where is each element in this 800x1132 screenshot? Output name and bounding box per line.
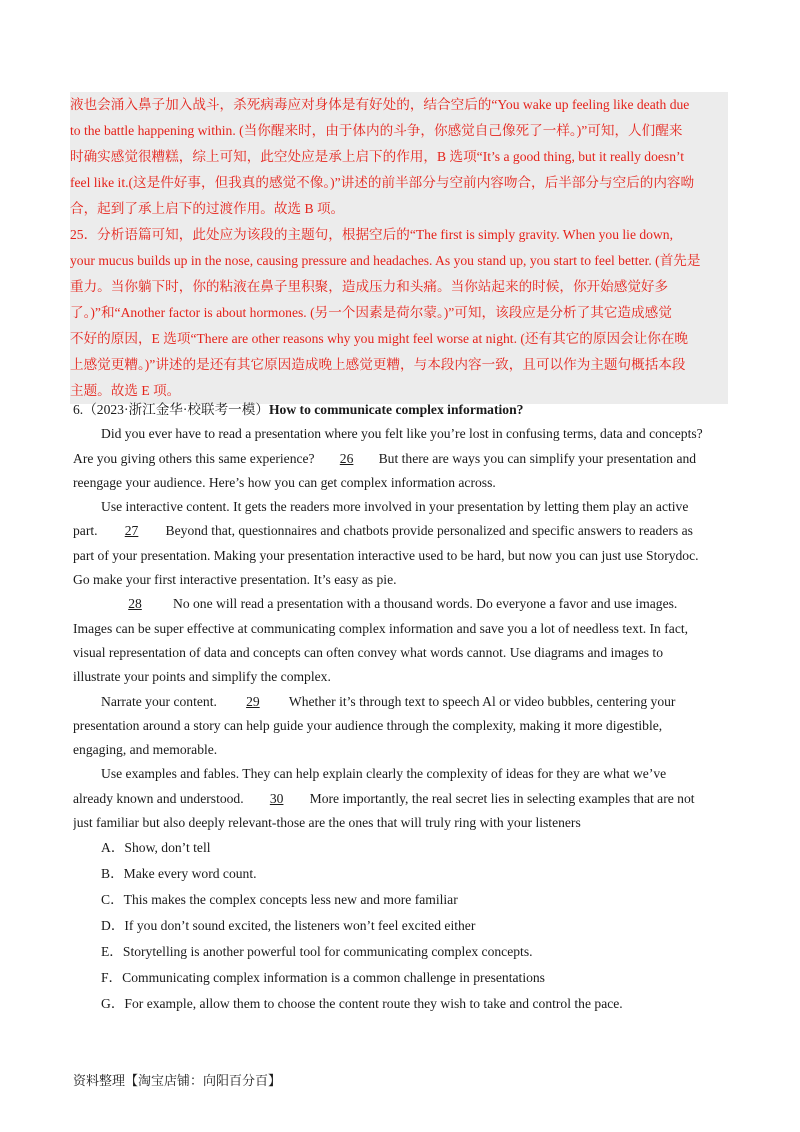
option-f: F．Communicating complex information is a common challenge in presentations bbox=[101, 970, 545, 986]
text-span: part. bbox=[73, 523, 98, 539]
option-c: C．This makes the complex concepts less new and more familiar bbox=[101, 892, 458, 908]
text-span: No one will read a presentation with a thousand words. Do everyone a favor and use images. bbox=[173, 596, 678, 612]
answer-line: 时确实感觉很糟糕，综上可知，此空处应是承上启下的作用，B 选项“It’s a good thing, but it really doesn’t bbox=[70, 149, 685, 164]
option-b: B．Make every word count. bbox=[101, 866, 257, 882]
paragraph-line bbox=[73, 519, 728, 543]
question-body bbox=[73, 398, 728, 1017]
paragraph-line: Use interactive content. It gets the readers more involved in your presentation by letting them play an active bbox=[101, 499, 689, 515]
answer-line: 主题。故选 E 项。 bbox=[70, 383, 181, 398]
paragraph-line: Go make your first interactive presentation. It’s easy as pie. bbox=[73, 572, 397, 588]
paragraph-line: Use examples and fables. They can help explain clearly the complexity of ideas for they are what we’ve bbox=[101, 766, 667, 782]
answer-line: 了。)”和“Another factor is about hormones. (另一个因素是荷尔蒙。)”可知，该段应是分析了其它造成感觉 bbox=[70, 305, 672, 320]
paragraph-line: engaging, and memorable. bbox=[73, 742, 218, 758]
answer-line: to the battle happening within. (当你醒来时，由于体内的斗争，你感觉自己像死了一样。)”可知，人们醒来 bbox=[70, 123, 683, 138]
option-d: D．If you don’t sound excited, the listeners won’t feel excited either bbox=[101, 918, 476, 934]
answer-line: 液也会涌入鼻子加入战斗，杀死病毒应对身体是有好处的，结合空后的“You wake up feeling like death due bbox=[70, 97, 690, 112]
option-a: A．Show, don’t tell bbox=[101, 840, 211, 856]
paragraph-line bbox=[73, 592, 728, 616]
text-span: But there are ways you can simplify your presentation and bbox=[378, 450, 697, 466]
blank-28: 28 bbox=[128, 596, 142, 612]
paragraph-line: illustrate your points and simplify the complex. bbox=[73, 669, 331, 685]
question-heading bbox=[73, 398, 728, 422]
footer-note: 资料整理【淘宝店铺：向阳百分百】 bbox=[73, 1074, 282, 1089]
option-e: E．Storytelling is another powerful tool for communicating complex concepts. bbox=[101, 944, 533, 960]
paragraph-line: Images can be super effective at communicating complex information and save you a lot of needless text. In fact, bbox=[73, 620, 689, 636]
text-span: More importantly, the real secret lies in selecting examples that are not bbox=[309, 790, 695, 806]
blank-30: 30 bbox=[269, 790, 284, 806]
paragraph-line: visual representation of data and concepts can often convey what words cannot. Use diagrams and images to bbox=[73, 644, 664, 660]
text-span: Narrate your content. bbox=[101, 693, 217, 709]
blank-29: 29 bbox=[246, 693, 260, 709]
blank-26: 26 bbox=[339, 450, 354, 466]
option-g: G．For example, allow them to choose the content route they wish to take and control the pace. bbox=[101, 996, 623, 1012]
paragraph-line: part of your presentation. Making your presentation interactive used to be hard, but now you can just use Storydoc. bbox=[73, 547, 699, 563]
paragraph-line: just familiar but also deeply relevant-those are the ones that will truly ring with your listeners bbox=[73, 815, 581, 831]
paragraph-line: presentation around a story can help guide your audience through the complexity, making it more digestible, bbox=[73, 717, 663, 733]
text-span: Beyond that, questionnaires and chatbots provide personalized and specific answers to readers as bbox=[165, 523, 693, 539]
paragraph-line bbox=[73, 787, 728, 811]
answer-line: 25．分析语篇可知，此处应为该段的主题句，根据空后的“The first is simply gravity. When you lie down, bbox=[70, 227, 673, 242]
paragraph-line: Did you ever have to read a presentation where you felt like you’re lost in confusing terms, data and concepts? bbox=[101, 426, 703, 442]
text-span: Whether it’s through text to speech Al or video bubbles, centering your bbox=[288, 693, 676, 709]
blank-27: 27 bbox=[124, 523, 139, 539]
paragraph-line bbox=[73, 447, 728, 471]
question-title: How to communicate complex information? bbox=[268, 402, 524, 417]
answer-line: your mucus builds up in the nose, causing pressure and headaches. As you stand up, you start to feel better. (首先是 bbox=[70, 253, 701, 268]
answer-explanation bbox=[70, 92, 728, 404]
text-span: already known and understood. bbox=[73, 790, 244, 806]
answer-line: 不好的原因，E 选项“There are other reasons why you might feel worse at night. (还有其它的原因会让你在晚 bbox=[70, 331, 689, 346]
question-source: 6.（2023·浙江金华·校联考一模） bbox=[73, 402, 269, 417]
answer-line: 合，起到了承上启下的过渡作用。故选 B 项。 bbox=[70, 201, 345, 216]
paragraph-line bbox=[73, 690, 728, 714]
answer-line: 上感觉更糟。)”讲述的是还有其它原因造成晚上感觉更糟，与本段内容一致，且可以作为主题句概括本段 bbox=[70, 357, 686, 372]
text-span: Are you giving others this same experience? bbox=[73, 450, 315, 466]
answer-line: feel like it.(这是件好事，但我真的感觉不像。)”讲述的前半部分与空前内容吻合，后半部分与空后的内容呦 bbox=[70, 175, 695, 190]
answer-line: 重力。当你躺下时，你的粘液在鼻子里积聚，造成压力和头痛。当你站起来的时候，你开始感觉好多 bbox=[70, 279, 669, 294]
paragraph-line: reengage your audience. Here’s how you can get complex information across. bbox=[73, 474, 496, 490]
